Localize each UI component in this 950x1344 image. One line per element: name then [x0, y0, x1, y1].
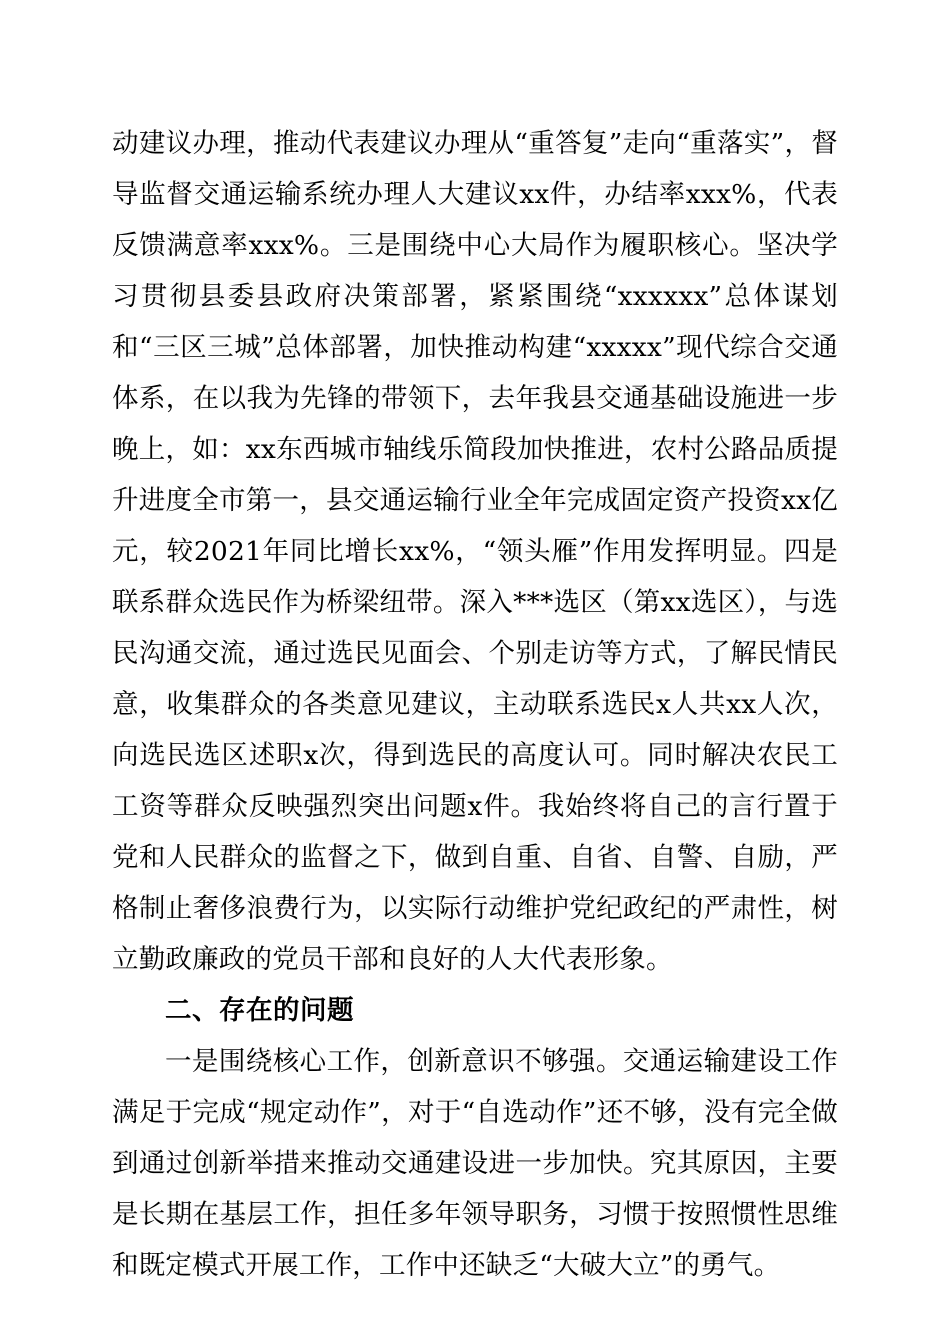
paragraph-continued-duties: 动建议办理，推动代表建议办理从“重答复”走向“重落实”，督导监督交通运输系统办理人大建议xx件，办结率xxx%，代表反馈满意率xxx%。三是围绕中心大局作为履职核心。坚决学习贯彻县委县政府决策部署，紧紧围绕“xxxxxx”总体谋划和“三区三城”总体部署，加快推动构建“xxxxx”现代综合交通体系，在以我为先锋的带领下，去年我县交通基础设施进一步晚上，如：xx东西城市轴线乐简段加快推进，农村公路品质提升进度全市第一，县交通运输行业全年完成固定资产投资xx亿元，较2021年同比增长xx%，“领头雁”作用发挥明显。四是联系群众选民作为桥梁纽带。深入***选区（第xx选区），与选民沟通交流，通过选民见面会、个别走访等方式，了解民情民意，收集群众的各类意见建议，主动联系选民x人共xx人次，向选民选区述职x次，得到选民的高度认可。同时解决农民工工资等群众反映强烈突出问题x件。我始终将自己的言行置于党和人民群众的监督之下，做到自重、自省、自警、自励，严格制止奢侈浪费行为，以实际行动维护党纪政纪的严肃性，树立勤政廉政的党员干部和良好的人大代表形象。	[112, 128, 838, 975]
document-body	[112, 118, 838, 1291]
paragraph-problem-one: 一是围绕核心工作，创新意识不够强。交通运输建设工作满足于完成“规定动作”，对于“自选动作”还不够，没有完全做到通过创新举措来推动交通建设进一步加快。究其原因，主要是长期在基层工作，担任多年领导职务，习惯于按照惯性思维和既定模式开展工作，工作中还缺乏“大破大立”的勇气。	[112, 1046, 838, 1281]
section-heading-problems: 二、存在的问题	[165, 995, 354, 1026]
